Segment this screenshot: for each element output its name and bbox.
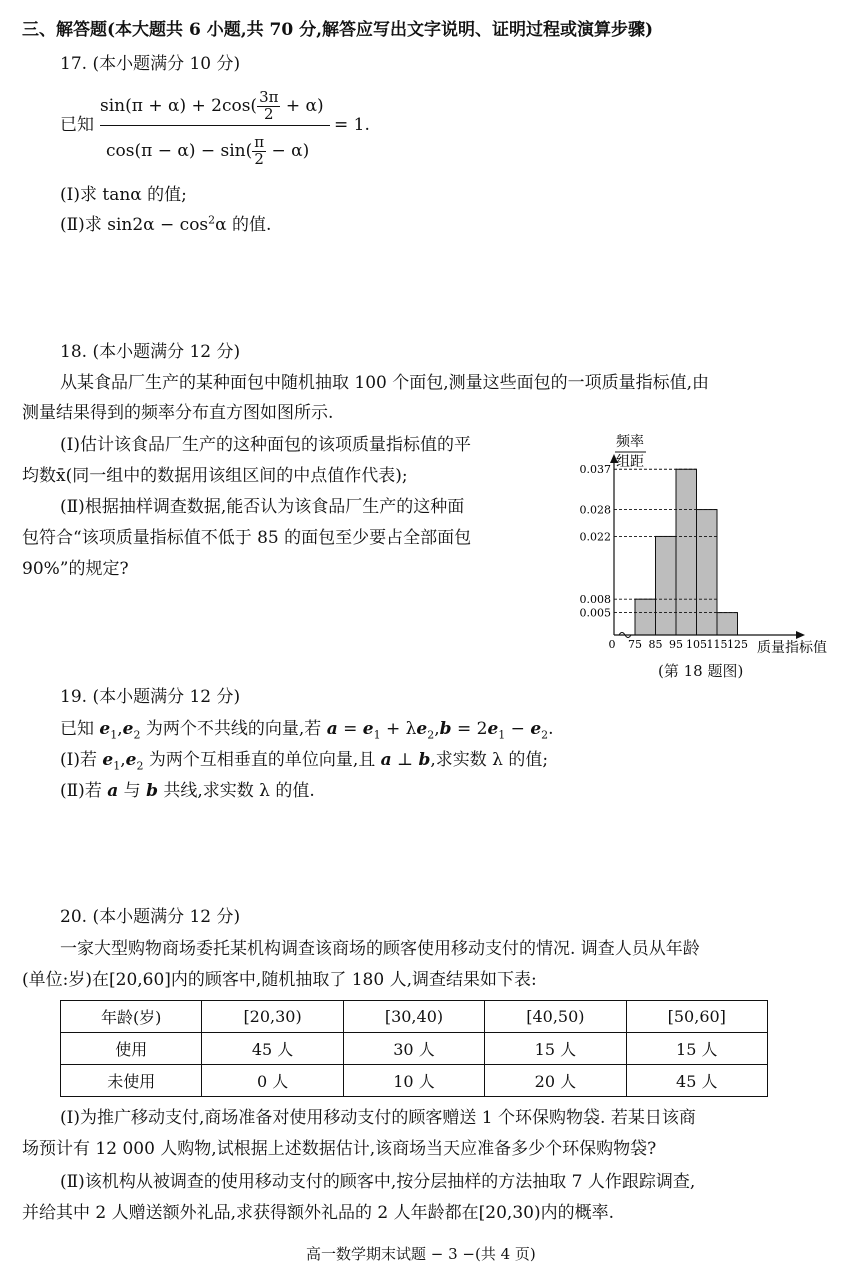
table-cell: 15 人 [485, 1033, 626, 1065]
histogram-bar [656, 536, 677, 635]
x-tick-label: 115 [706, 638, 728, 651]
page-footer: 高一数学期末试题 − 3 −(共 4 页) [306, 1245, 536, 1263]
q18-part1-l2: 均数x̄(同一组中的数据用该组区间的中点值作代表); [22, 466, 408, 486]
q20-header: 20. (本小题满分 12 分) [60, 907, 241, 927]
table-cell: 10 人 [343, 1065, 484, 1097]
table-cell: 45 人 [626, 1065, 767, 1097]
q18-part1-l1: (Ⅰ)估计该食品厂生产的这种面包的该项质量指标值的平 [60, 435, 471, 455]
q19-part1: (Ⅰ)若 $e_1,e_2$ 为两个互相垂直的单位向量,且 a ⊥ b,求实数 λ 的值; [60, 750, 549, 773]
y-label-bottom: 组距 [616, 454, 644, 470]
x-tick-label: 105 [686, 638, 707, 651]
q18-part2-l2: 包符合“该项质量指标值不低于 85 的面包至少要占全部面包 [22, 528, 472, 548]
origin-label: 0 [608, 638, 616, 651]
x-axis-label: 质量指标值 [757, 640, 827, 656]
q17-equals: = 1. [334, 115, 370, 135]
q20-part1-l1: (Ⅰ)为推广移动支付,商场准备对使用移动支付的顾客赠送 1 个环保购物袋. 若某日该商 [60, 1108, 696, 1128]
y-label-top: 频率 [616, 434, 644, 450]
table-header-cell: [30,40) [343, 1001, 484, 1033]
y-tick-label: 0.005 [579, 606, 611, 620]
table-header-cell: [20,30) [202, 1001, 343, 1033]
table-cell: 0 人 [202, 1065, 343, 1097]
table-cell: 30 人 [343, 1033, 484, 1065]
y-tick-label: 0.028 [579, 503, 611, 517]
q17-num-fraction: $\frac{3\pi}{2}$ [259, 88, 279, 123]
q17-den-fraction: $\frac{\pi}{2}$ [254, 133, 265, 168]
survey-table [60, 1000, 768, 1097]
table-header-cell: 年龄(岁) [61, 1001, 202, 1033]
histogram-bar [697, 510, 718, 635]
q20-part1-l2: 场预计有 12 000 人购物,试根据上述数据估计,该商场当天应准备多少个环保购物袋? [22, 1139, 657, 1159]
q17-given-prefix: 已知 [60, 115, 94, 135]
q17-part1: (Ⅰ)求 tanα 的值; [60, 185, 187, 205]
figure-caption: (第 18 题图) [658, 662, 744, 680]
x-tick-label: 95 [669, 638, 683, 651]
y-tick-label: 0.037 [579, 463, 611, 477]
q19-line1: 已知 $e_1,e_2$ 为两个不共线的向量,若 $a = e_1 + \lambda e_2,b = 2e_1 - e_2$. [60, 719, 554, 742]
y-tick-label: 0.008 [579, 593, 611, 607]
frequency-histogram [575, 430, 850, 665]
q17-part2: (Ⅱ)求 $\sin 2\alpha - \cos^2\alpha$ 的值. [60, 213, 272, 235]
table-header-cell: [40,50) [485, 1001, 626, 1033]
q18-part2-l3: 90%”的规定? [22, 559, 129, 579]
q18-line1: 从某食品厂生产的某种面包中随机抽取 100 个面包,测量这些面包的一项质量指标值,由 [60, 373, 710, 393]
q19-part2: (Ⅱ)若 a 与 b 共线,求实数 λ 的值. [60, 781, 315, 801]
table-cell: 使用 [61, 1033, 202, 1065]
table-row [61, 1065, 768, 1097]
table-cell: 20 人 [485, 1065, 626, 1097]
x-tick-label: 85 [648, 638, 663, 651]
q18-header: 18. (本小题满分 12 分) [60, 342, 241, 362]
q20-line2: (单位:岁)在[20,60]内的顾客中,随机抽取了 180 人,调查结果如下表: [22, 970, 537, 990]
table-header-row [61, 1001, 768, 1033]
x-axis-arrow [796, 631, 805, 639]
q17-fraction-bar [100, 125, 330, 126]
q17-header: 17. (本小题满分 10 分) [60, 54, 241, 74]
y-tick-label: 0.022 [579, 530, 611, 544]
q18-part2-l1: (Ⅱ)根据抽样调查数据,能否认为该食品厂生产的这种面 [60, 497, 465, 517]
histogram-bar [635, 599, 656, 635]
table-header-cell: [50,60] [626, 1001, 767, 1033]
histogram-bar [676, 469, 697, 635]
table-cell: 45 人 [202, 1033, 343, 1065]
x-tick-label: 125 [727, 638, 748, 651]
table-cell: 15 人 [626, 1033, 767, 1065]
q19-header: 19. (本小题满分 12 分) [60, 687, 241, 707]
histogram-bar [717, 613, 738, 635]
q20-line1: 一家大型购物商场委托某机构调查该商场的顾客使用移动支付的情况. 调查人员从年龄 [60, 939, 700, 959]
q20-part2-l2: 并给其中 2 人赠送额外礼品,求获得额外礼品的 2 人年龄都在[20,30)内的概率. [22, 1203, 614, 1223]
q20-part2-l1: (Ⅱ)该机构从被调查的使用移动支付的顾客中,按分层抽样的方法抽取 7 人作跟踪调查, [60, 1172, 696, 1192]
q17-numerator: sin(π + α) + 2cos( $\frac{3\pi}{2}$ + α) [100, 88, 324, 123]
q17-denominator: cos(π − α) − sin( $\frac{\pi}{2}$ − α) [106, 133, 310, 168]
x-tick-label: 75 [628, 638, 642, 651]
table-cell: 未使用 [61, 1065, 202, 1097]
q18-line2: 测量结果得到的频率分布直方图如图所示. [22, 403, 334, 423]
table-row [61, 1033, 768, 1065]
section-title: 三、解答题(本大题共 6 小题,共 70 分,解答应写出文字说明、证明过程或演算步骤) [22, 20, 654, 40]
